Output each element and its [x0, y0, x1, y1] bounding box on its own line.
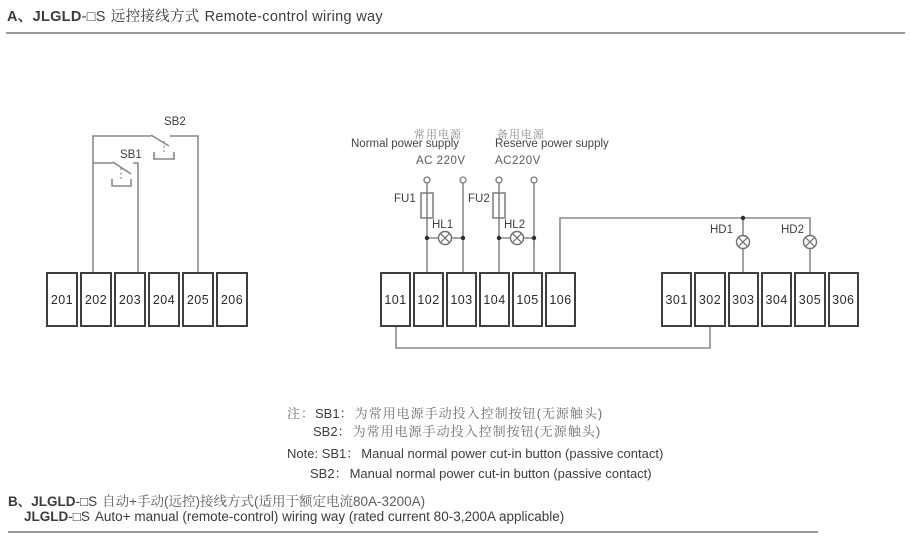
- note-prefix: 注：: [287, 406, 316, 421]
- section-a-title-zh: 远控接线方式: [110, 9, 200, 25]
- terminal-305: 305: [794, 272, 825, 327]
- fu1-label: FU1: [394, 193, 416, 205]
- note-label: SB1：: [321, 446, 360, 461]
- note-prefix: Note:: [287, 446, 322, 461]
- normal-power-voltage: AC 220V: [416, 155, 466, 167]
- sb1-switch-blade: [113, 162, 131, 174]
- sb1-label: SB1: [120, 149, 142, 161]
- terminal-206: 206: [216, 272, 248, 327]
- note-text: Manual normal power cut-in button (passive contact): [349, 466, 652, 481]
- wire-203-riser: [133, 163, 138, 272]
- terminal-block-300: [661, 272, 859, 327]
- terminal-106: 106: [545, 272, 576, 327]
- section-b-title-en: [24, 509, 564, 524]
- note-text: 为常用电源手动投入控制按钮(无源触头): [352, 424, 602, 439]
- terminal-306: 306: [828, 272, 859, 327]
- fu2-label: FU2: [468, 193, 490, 205]
- note-sb2-en: [310, 463, 652, 482]
- bottom-rule: [8, 531, 818, 533]
- section-b-brand: JLGLD: [24, 509, 69, 524]
- hl2-label: HL2: [504, 219, 526, 231]
- normal-power-label-en: Normal power supply: [351, 138, 460, 150]
- section-b-model-suffix: -□S: [75, 494, 98, 509]
- sb1-button-cap: [112, 179, 131, 186]
- sb2-button-cap: [154, 152, 174, 159]
- terminal-302: 302: [694, 272, 725, 327]
- hd1-label: HD1: [710, 224, 734, 236]
- hl1-label: HL1: [432, 219, 454, 231]
- section-b-index: B、: [8, 494, 32, 509]
- wire-101-to-302: [396, 327, 710, 348]
- terminal-304: 304: [761, 272, 792, 327]
- terminal-303: 303: [728, 272, 759, 327]
- supply-input-terminals: [424, 177, 537, 183]
- hd1-lamp-symbol: [737, 236, 750, 249]
- note-label: SB2：: [310, 466, 348, 481]
- section-a-index: A、: [7, 9, 33, 25]
- terminal-block-200: [46, 272, 248, 327]
- section-a-brand: JLGLD: [32, 9, 82, 25]
- section-a-title-en: Remote-control wiring way: [204, 9, 383, 25]
- hl1-lamp-symbol: [439, 232, 452, 245]
- hd2-label: HD2: [781, 224, 805, 236]
- hl2-lamp-symbol: [511, 232, 524, 245]
- section-b-title-zh: [8, 490, 425, 510]
- normal-power-label-zh: 常用电源: [414, 129, 462, 141]
- section-a-model-suffix: -□S: [81, 9, 106, 25]
- terminal-301: 301: [661, 272, 692, 327]
- section-b-text-en: Auto+ manual (remote-control) wiring way (rated current 80-3,200A applicable): [94, 509, 565, 524]
- terminal-104: 104: [479, 272, 510, 327]
- note-text: Manual normal power cut-in button (passive contact): [361, 446, 664, 461]
- note-text: 为常用电源手动投入控制按钮(无源触头): [354, 406, 604, 421]
- note-sb1-zh: [287, 403, 603, 422]
- terminal-103: 103: [446, 272, 477, 327]
- terminal-203: 203: [114, 272, 146, 327]
- terminal-202: 202: [80, 272, 112, 327]
- terminal-205: 205: [182, 272, 214, 327]
- note-label: SB2：: [313, 424, 351, 439]
- terminal-102: 102: [413, 272, 444, 327]
- wire-106-to-hd2: [560, 218, 810, 272]
- reserve-power-label-zh: 备用电源: [497, 129, 545, 141]
- note-label: SB1：: [315, 406, 353, 421]
- terminal-101: 101: [380, 272, 411, 327]
- junction-dots: [425, 216, 745, 240]
- terminal-201: 201: [46, 272, 78, 327]
- section-b-text-zh: 自动+手动(远控)接线方式(适用于额定电流80A-3200A): [102, 494, 426, 509]
- terminal-204: 204: [148, 272, 180, 327]
- sb2-label: SB2: [164, 116, 186, 128]
- section-b-brand: JLGLD: [31, 494, 76, 509]
- section-b-model-suffix: -□S: [68, 509, 90, 524]
- sb2-switch-blade: [151, 135, 169, 146]
- terminal-block-100: [380, 272, 576, 327]
- note-sb1-en: [287, 443, 663, 462]
- reserve-power-voltage: AC220V: [495, 155, 541, 167]
- hd2-lamp-symbol: [804, 236, 817, 249]
- terminal-105: 105: [512, 272, 543, 327]
- reserve-power-label-en: Reserve power supply: [495, 138, 609, 150]
- note-sb2-zh: [313, 421, 601, 440]
- lamps: [439, 232, 817, 249]
